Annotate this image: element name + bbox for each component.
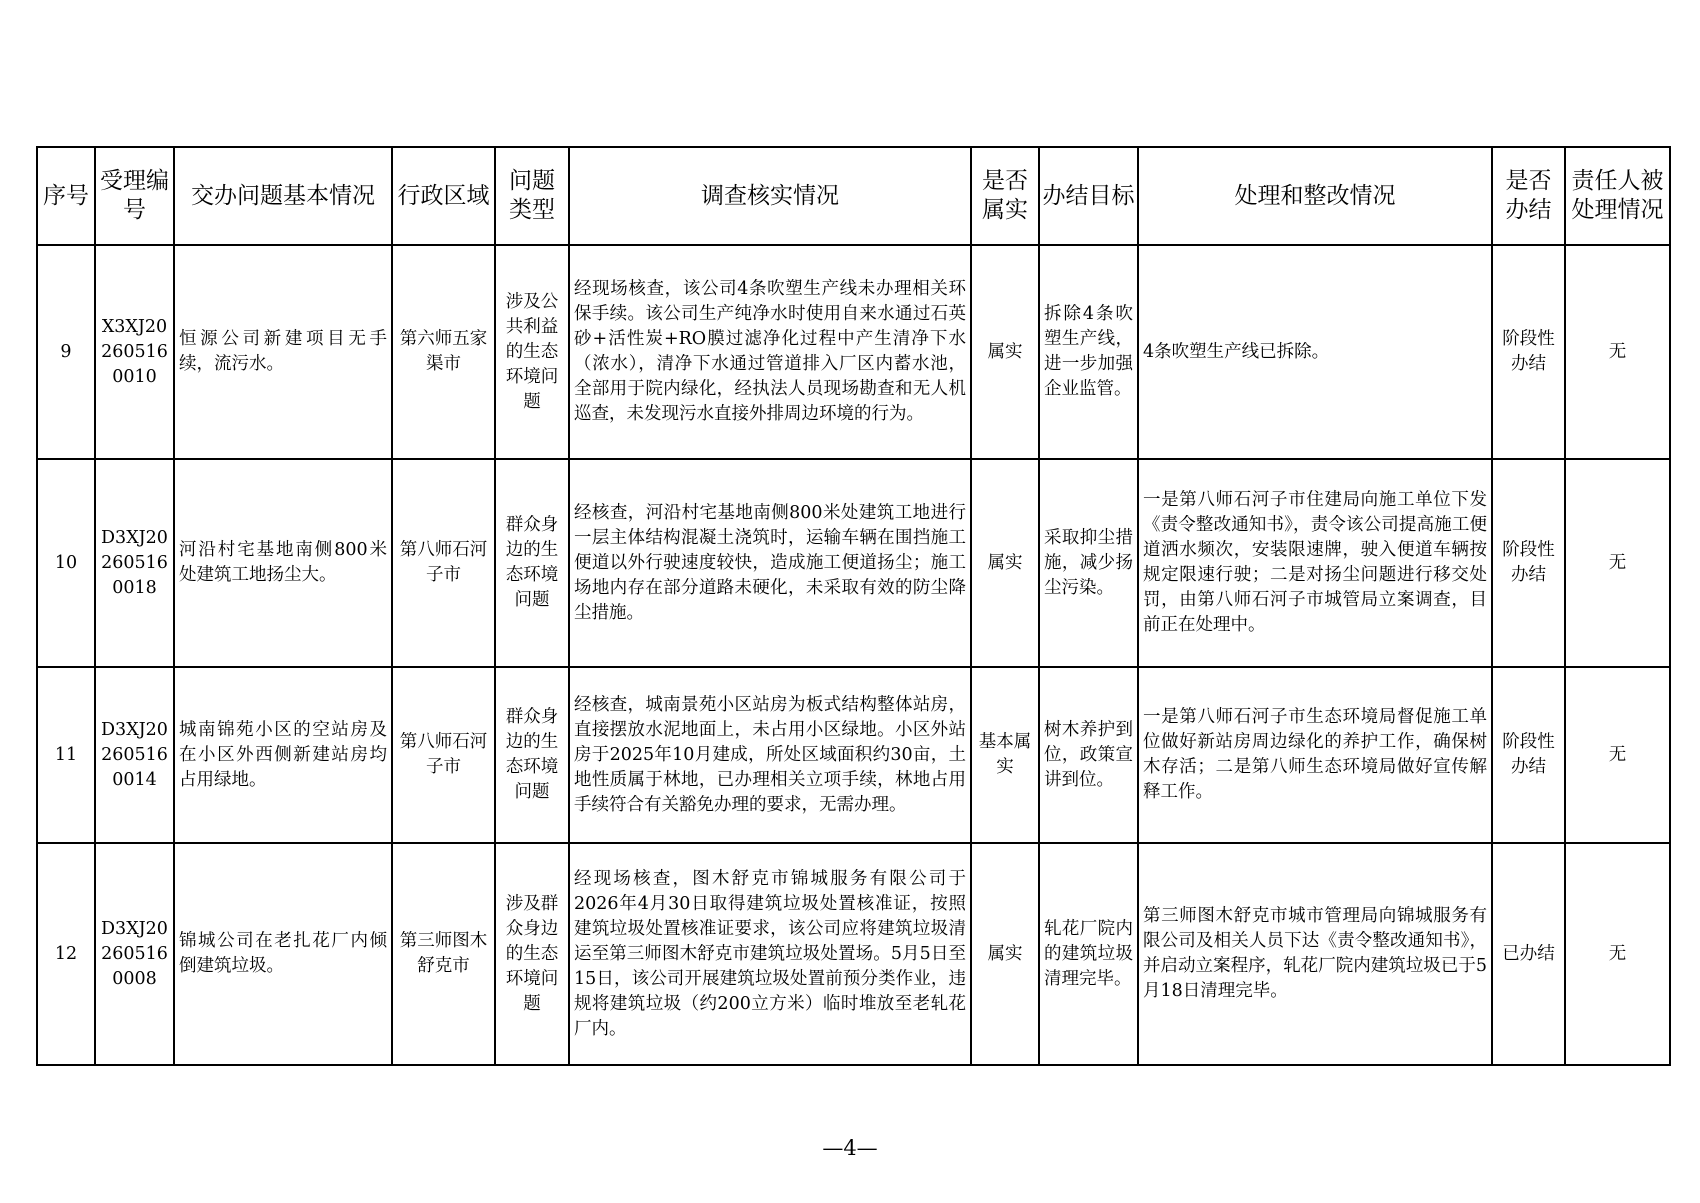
- cell-code: D3XJ202605160018: [95, 459, 174, 667]
- cell-accountability: 无: [1565, 667, 1670, 843]
- cell-completed: 已办结: [1492, 843, 1565, 1065]
- header-seq: 序号: [37, 147, 95, 245]
- table-row: [37, 843, 1670, 1065]
- cell-seq: 9: [37, 245, 95, 459]
- cell-type: 群众身边的生态环境问题: [495, 667, 569, 843]
- cell-code: X3XJ202605160010: [95, 245, 174, 459]
- cell-handling: 第三师图木舒克市城市管理局向锦城服务有限公司及相关人员下达《责令整改通知书》，并启动立案程序，轧花厂院内建筑垃圾已于5月18日清理完毕。: [1138, 843, 1492, 1065]
- header-code: 受理编号: [95, 147, 174, 245]
- cell-region: 第八师石河子市: [392, 667, 495, 843]
- header-verified: 是否属实: [971, 147, 1039, 245]
- cell-accountability: 无: [1565, 843, 1670, 1065]
- cell-investigation: 经核查，城南景苑小区站房为板式结构整体站房，直接摆放水泥地面上，未占用小区绿地。小区外站房于2025年10月建成，所处区域面积约30亩，土地性质属于林地，已办理相关立项手续，林地占用手续符合有关豁免办理的要求，无需办理。: [569, 667, 971, 843]
- cell-goal: 树木养护到位，政策宣讲到位。: [1039, 667, 1138, 843]
- cell-verified: 基本属实: [971, 667, 1039, 843]
- header-accountability: 责任人被处理情况: [1565, 147, 1670, 245]
- cell-seq: 12: [37, 843, 95, 1065]
- header-investigation: 调查核实情况: [569, 147, 971, 245]
- cell-completed: 阶段性办结: [1492, 245, 1565, 459]
- header-handling: 处理和整改情况: [1138, 147, 1492, 245]
- cell-issue: 河沿村宅基地南侧800米处建筑工地扬尘大。: [174, 459, 392, 667]
- cell-investigation: 经现场核查，图木舒克市锦城服务有限公司于2026年4月30日取得建筑垃圾处置核准证，按照建筑垃圾处置核准证要求，该公司应将建筑垃圾清运至第三师图木舒克市建筑垃圾处置场。5月5日至15日，该公司开展建筑垃圾处置前预分类作业，违规将建筑垃圾（约200立方米）临时堆放至老轧花厂内。: [569, 843, 971, 1065]
- header-type: 问题类型: [495, 147, 569, 245]
- cell-investigation: 经核查，河沿村宅基地南侧800米处建筑工地进行一层主体结构混凝土浇筑时，运输车辆在围挡施工便道以外行驶速度较快，造成施工便道扬尘；施工场地内存在部分道路未硬化，未采取有效的防尘降尘措施。: [569, 459, 971, 667]
- cell-code: D3XJ202605160008: [95, 843, 174, 1065]
- cell-issue: 城南锦苑小区的空站房及在小区外西侧新建站房均占用绿地。: [174, 667, 392, 843]
- cell-region: 第八师石河子市: [392, 459, 495, 667]
- cell-issue: 恒源公司新建项目无手续，流污水。: [174, 245, 392, 459]
- header-issue: 交办问题基本情况: [174, 147, 392, 245]
- cell-seq: 10: [37, 459, 95, 667]
- cell-seq: 11: [37, 667, 95, 843]
- cell-accountability: 无: [1565, 459, 1670, 667]
- cell-type: 涉及群众身边的生态环境问题: [495, 843, 569, 1065]
- table-row: [37, 667, 1670, 843]
- cell-handling: 一是第八师石河子市住建局向施工单位下发《责令整改通知书》，责令该公司提高施工便道洒水频次，安装限速牌，驶入便道车辆按规定限速行驶；二是对扬尘问题进行移交处罚，由第八师石河子市城管局立案调查，目前正在处理中。: [1138, 459, 1492, 667]
- cell-investigation: 经现场核查，该公司4条吹塑生产线未办理相关环保手续。该公司生产纯净水时使用自来水通过石英砂+活性炭+RO膜过滤净化过程中产生清净下水（浓水），清净下水通过管道排入厂区内蓄水池，全部用于院内绿化，经执法人员现场勘查和无人机巡查，未发现污水直接外排周边环境的行为。: [569, 245, 971, 459]
- cell-code: D3XJ202605160014: [95, 667, 174, 843]
- header-completed: 是否办结: [1492, 147, 1565, 245]
- table-row: [37, 245, 1670, 459]
- page-number: —4—: [822, 1136, 878, 1160]
- cell-issue: 锦城公司在老扎花厂内倾倒建筑垃圾。: [174, 843, 392, 1065]
- table-row: [37, 459, 1670, 667]
- header-goal: 办结目标: [1039, 147, 1138, 245]
- cell-region: 第六师五家渠市: [392, 245, 495, 459]
- cell-handling: 4条吹塑生产线已拆除。: [1138, 245, 1492, 459]
- cell-completed: 阶段性办结: [1492, 667, 1565, 843]
- header-region: 行政区域: [392, 147, 495, 245]
- header-row: [37, 147, 1670, 245]
- cell-verified: 属实: [971, 245, 1039, 459]
- cell-accountability: 无: [1565, 245, 1670, 459]
- cell-completed: 阶段性办结: [1492, 459, 1565, 667]
- cell-goal: 拆除4条吹塑生产线，进一步加强企业监管。: [1039, 245, 1138, 459]
- case-table: [36, 146, 1671, 1066]
- cell-type: 涉及公共利益的生态环境问题: [495, 245, 569, 459]
- cell-handling: 一是第八师石河子市生态环境局督促施工单位做好新站房周边绿化的养护工作，确保树木存活；二是第八师生态环境局做好宣传解释工作。: [1138, 667, 1492, 843]
- cell-goal: 轧花厂院内的建筑垃圾清理完毕。: [1039, 843, 1138, 1065]
- cell-type: 群众身边的生态环境问题: [495, 459, 569, 667]
- cell-region: 第三师图木舒克市: [392, 843, 495, 1065]
- cell-verified: 属实: [971, 459, 1039, 667]
- cell-goal: 采取抑尘措施，减少扬尘污染。: [1039, 459, 1138, 667]
- cell-verified: 属实: [971, 843, 1039, 1065]
